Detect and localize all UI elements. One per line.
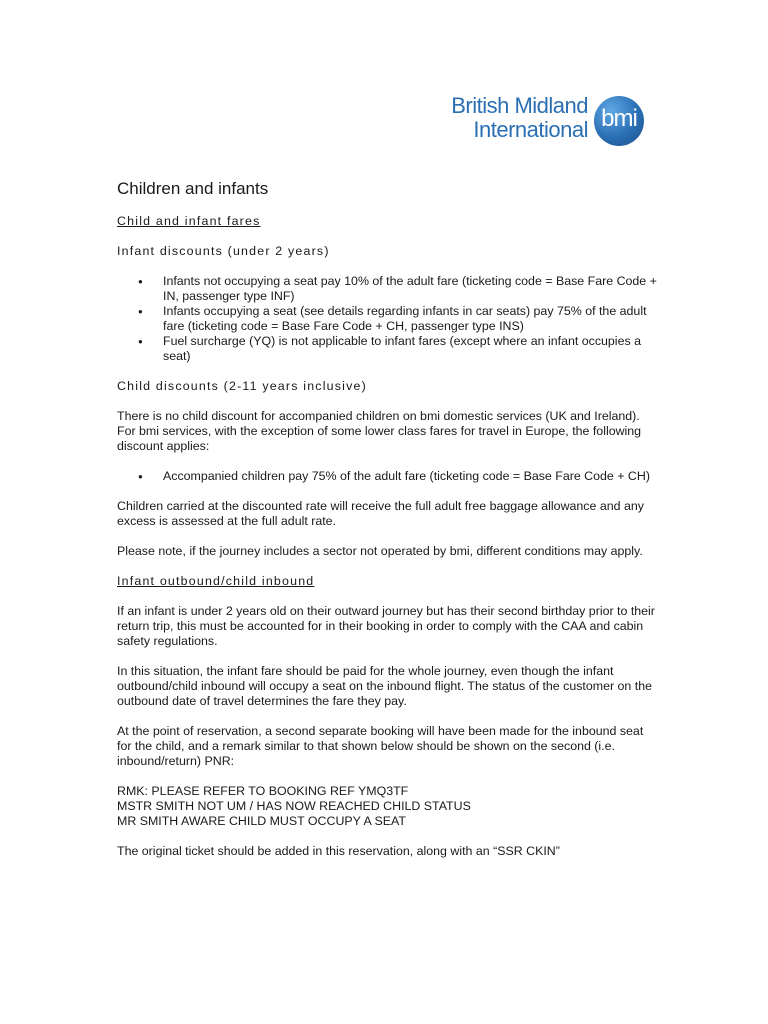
logo-line-1: British Midland [451, 93, 588, 118]
logo-mark-text: bmi [601, 105, 637, 132]
baggage-paragraph: Children carried at the discounted rate will receive the full adult free baggage allowance and any excess is assessed at the full adult rate. [117, 499, 644, 528]
pnr-remarks [117, 784, 657, 829]
document-body [117, 178, 657, 874]
original-ticket-paragraph: The original ticket should be added in this reservation, along with an “SSR CKIN” [117, 844, 560, 858]
infant-outbound-paragraph-3: At the point of reservation, a second separate booking will have been made for the inbound seat for the child, and a remark similar to that shown below should be shown on the second (i.e. inbound/return) PNR: [117, 724, 644, 768]
section-heading-infant-outbound: Infant outbound/child inbound [117, 574, 315, 588]
remark-line: RMK: PLEASE REFER TO BOOKING REF YMQ3TF [117, 784, 409, 798]
infant-outbound-paragraph-2: In this situation, the infant fare should be paid for the whole journey, even though the infant outbound/child inbound will occupy a seat on the inbound flight. The status of the customer on the outbound date of travel determines the fare they pay. [117, 664, 652, 708]
remark-line: MSTR SMITH NOT UM / HAS NOW REACHED CHILD STATUS [117, 799, 471, 813]
list-item: ● Fuel surcharge (YQ) is not applicable to infant fares (except where an infant occupies a seat) [163, 334, 657, 364]
list-item: ● Infants occupying a seat (see details regarding infants in car seats) pay 75% of the adult fare (ticketing code = Base Fare Code + CH, passenger type INS) [163, 304, 657, 334]
page-title: Children and infants [117, 179, 269, 198]
subheading-infant-discounts: Infant discounts (under 2 years) [117, 244, 330, 258]
child-discount-paragraph: There is no child discount for accompanied children on bmi domestic services (UK and Ireland). For bmi services, with the exception of some lower class fares for travel in Europe, the following discount applies: [117, 409, 642, 453]
section-heading-fares: Child and infant fares [117, 214, 261, 228]
note-paragraph: Please note, if the journey includes a sector not operated by bmi, different conditions may apply. [117, 544, 643, 558]
infant-outbound-paragraph-1: If an infant is under 2 years old on their outward journey but has their second birthday prior to their return trip, this must be accounted for in their booking in order to comply with the CAA and cabin safety regulations. [117, 604, 655, 648]
subheading-child-discounts: Child discounts (2-11 years inclusive) [117, 379, 367, 393]
bmi-logo-mark [594, 96, 644, 146]
logo-text [428, 94, 588, 142]
list-item: ● Accompanied children pay 75% of the adult fare (ticketing code = Base Fare Code + CH) [163, 469, 657, 484]
logo-line-2: International [473, 117, 588, 142]
remark-line: MR SMITH AWARE CHILD MUST OCCUPY A SEAT [117, 814, 406, 828]
infant-discount-list [117, 274, 657, 364]
child-discount-list [117, 469, 657, 484]
list-item: ● Infants not occupying a seat pay 10% of the adult fare (ticketing code = Base Fare Code + IN, passenger type INF) [163, 274, 657, 304]
bmi-logo [428, 92, 652, 148]
